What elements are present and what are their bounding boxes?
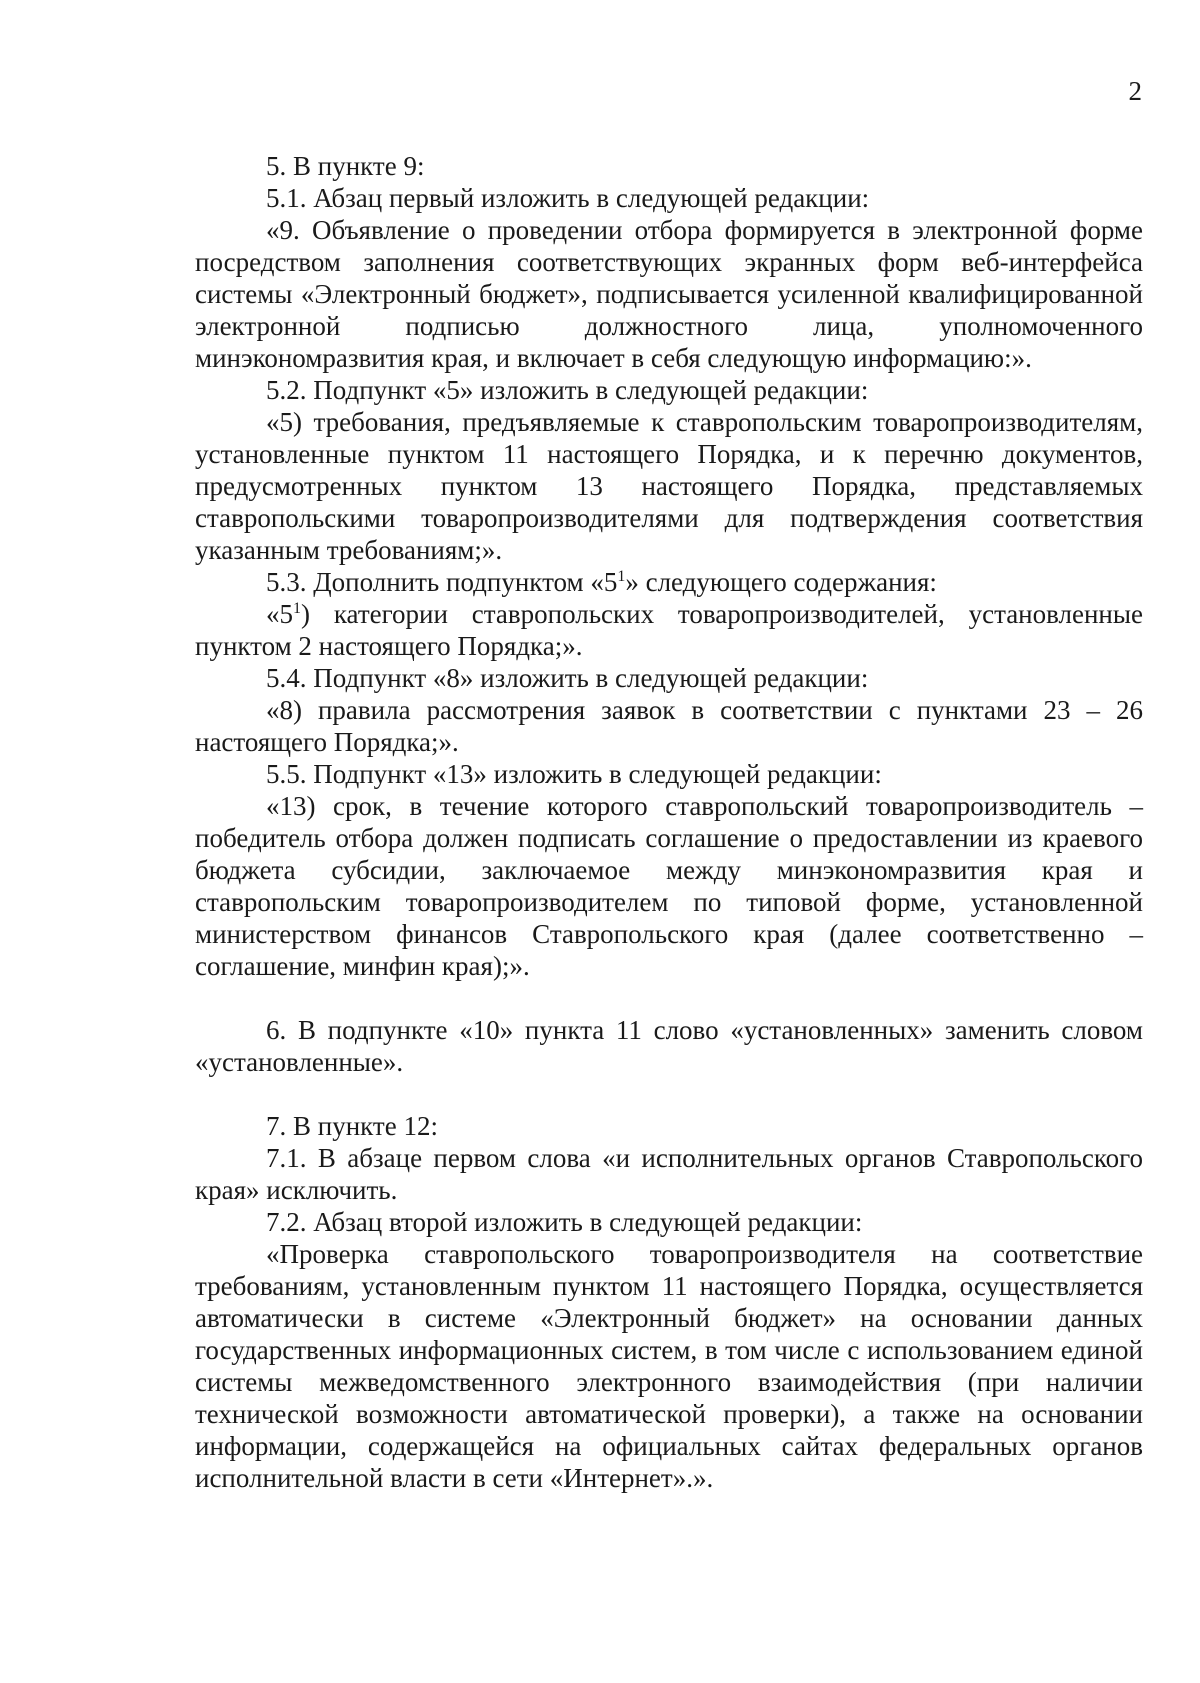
superscript: 1 (617, 568, 626, 585)
paragraph: 5. В пункте 9: (266, 151, 425, 181)
paragraph: 5.4. Подпункт «8» изложить в следующей редакции: (266, 663, 869, 693)
paragraph: «9. Объявление о проведении отбора формируется в электронной форме посредством заполнения соответствующих экранных форм веб-интерфейса системы «Электронный бюджет», подписывается усиленной квалифицированной электронной подписью должностного лица, уполномоченного минэкономразвития края, и включает в себя следующую информацию:». (195, 215, 1143, 373)
paragraph: 6. В подпункте «10» пункта 11 слово «установленных» заменить словом «установленные». (195, 1015, 1143, 1077)
paragraph: 5.2. Подпункт «5» изложить в следующей редакции: (266, 375, 869, 405)
paragraph: 5.1. Абзац первый изложить в следующей редакции: (266, 183, 870, 213)
paragraph: «13) срок, в течение которого ставропольский товаропроизводитель – победитель отбора должен подписать соглашение о предоставлении из краевого бюджета субсидии, заключаемое между минэкономразвития края и ставропольским товаропроизводителем по типовой форме, установленной министерством финансов Ставропольского края (далее соответственно – соглашение, минфин края);». (195, 791, 1143, 981)
paragraph: 5.3. Дополнить подпунктом «$5^1$» следующего содержания: (266, 567, 937, 597)
paragraph: «$5^1$) категории ставропольских товаропроизводителей, установленные пунктом 2 настоящего Порядка;». (195, 599, 1143, 661)
paragraph: «Проверка ставропольского товаропроизводителя на соответствие требованиям, установленным пунктом 11 настоящего Порядка, осуществляется автоматически в системе «Электронный бюджет» на основании данных государственных информационных систем, в том числе с использованием единой системы межведомственного электронного взаимодействия (при наличии технической возможности автоматической проверки), а также на основании информации, содержащейся на официальных сайтах федеральных органов исполнительной власти в сети «Интернет».». (195, 1239, 1143, 1493)
superscript: 1 (293, 600, 301, 617)
paragraph: 7. В пункте 12: (266, 1111, 438, 1141)
paragraph: «5) требования, предъявляемые к ставропольским товаропроизводителям, установленные пунктом 11 настоящего Порядка, и к перечню документов, предусмотренных пунктом 13 настоящего Порядка, представляемых ставропольскими товаропроизводителями для подтверждения соответствия указанным требованиям;». (195, 407, 1143, 565)
paragraph: «8) правила рассмотрения заявок в соответствии с пунктами 23 – 26 настоящего Порядка;». (195, 695, 1143, 757)
page-number: 2 (1128, 76, 1142, 106)
paragraph: 5.5. Подпункт «13» изложить в следующей редакции: (266, 759, 882, 789)
document-body (195, 150, 1143, 1494)
paragraph: 7.1. В абзаце первом слова «и исполнительных органов Ставропольского края» исключить. (195, 1143, 1143, 1205)
paragraph: 7.2. Абзац второй изложить в следующей редакции: (266, 1207, 863, 1237)
